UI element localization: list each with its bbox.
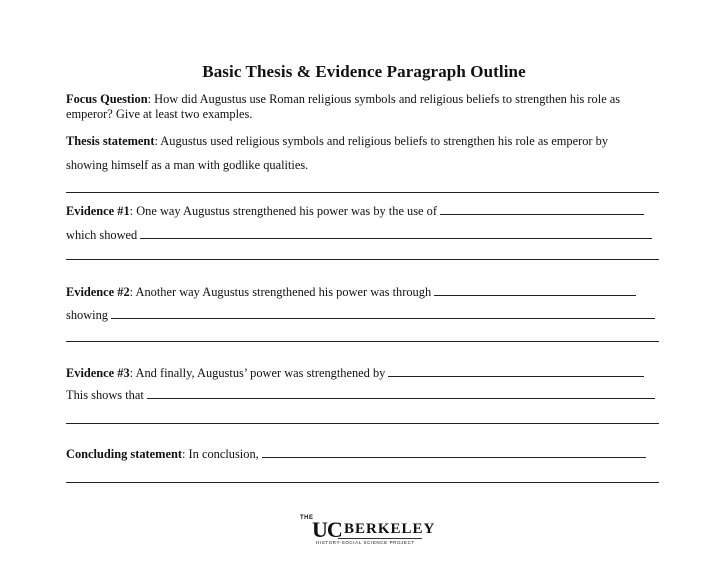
concluding-blank-line[interactable] — [66, 482, 659, 483]
concluding-label: Concluding statement — [66, 447, 182, 461]
logo-uc-text: UC — [312, 517, 342, 542]
logo-berkeley-text: BERKELEY — [344, 521, 436, 537]
evidence-1-answer-blank[interactable] — [440, 203, 644, 215]
concluding-text: : In conclusion, — [182, 447, 259, 461]
evidence-3-answer-blank[interactable] — [388, 365, 644, 377]
evidence-1-line-2 — [66, 227, 662, 243]
uc-berkeley-logo — [296, 507, 436, 553]
evidence-1-explanation-blank[interactable] — [140, 227, 652, 239]
evidence-2-blank-line[interactable] — [66, 341, 659, 342]
logo-the-text: THE — [300, 515, 314, 521]
thesis-line-2: showing himself as a man with godlike qualities. — [66, 158, 309, 172]
evidence-3-explanation-blank[interactable] — [147, 387, 655, 399]
evidence-3-blank-line[interactable] — [66, 423, 659, 424]
evidence-1-label: Evidence #1 — [66, 204, 130, 218]
evidence-1-text: : One way Augustus strengthened his power was by the use of — [129, 204, 437, 218]
focus-question-label: Focus Question — [66, 92, 148, 106]
evidence-2-line-2 — [66, 307, 662, 323]
focus-question-line-2: emperor? Give at least two examples. — [66, 107, 253, 121]
thesis-label: Thesis statement — [66, 134, 155, 148]
page-title: Basic Thesis & Evidence Paragraph Outline — [202, 62, 526, 81]
logo-subtitle: HISTORY-SOCIAL SCIENCE PROJECT — [316, 540, 415, 545]
thesis-line-1 — [66, 134, 662, 149]
evidence-1-blank-line[interactable] — [66, 259, 659, 260]
evidence-3-line — [66, 365, 662, 381]
evidence-3-label: Evidence #3 — [66, 366, 130, 380]
logo-rule — [338, 538, 422, 539]
evidence-2-text: : Another way Augustus strengthened his power was through — [129, 285, 432, 299]
evidence-3-text: : And finally, Augustus’ power was strengthened by — [129, 366, 386, 380]
evidence-2-label: Evidence #2 — [66, 285, 130, 299]
focus-question-line-1 — [66, 92, 662, 107]
evidence-3-line-2 — [66, 387, 662, 403]
evidence-2-line — [66, 284, 662, 300]
thesis-text: : Augustus used religious symbols and religious beliefs to strengthen his role as emperor by — [154, 134, 609, 148]
evidence-2-explanation-blank[interactable] — [111, 307, 655, 319]
concluding-answer-blank[interactable] — [262, 446, 646, 458]
concluding-line — [66, 446, 662, 462]
evidence-3-prefix: This shows that — [66, 388, 144, 402]
evidence-2-answer-blank[interactable] — [434, 284, 636, 296]
focus-question-text: : How did Augustus use Roman religious symbols and religious beliefs to strengthen his role as — [147, 92, 621, 106]
thesis-blank-line[interactable] — [66, 192, 659, 193]
evidence-1-prefix: which showed — [66, 228, 138, 242]
evidence-2-prefix: showing — [66, 308, 108, 322]
evidence-1-line — [66, 203, 662, 219]
